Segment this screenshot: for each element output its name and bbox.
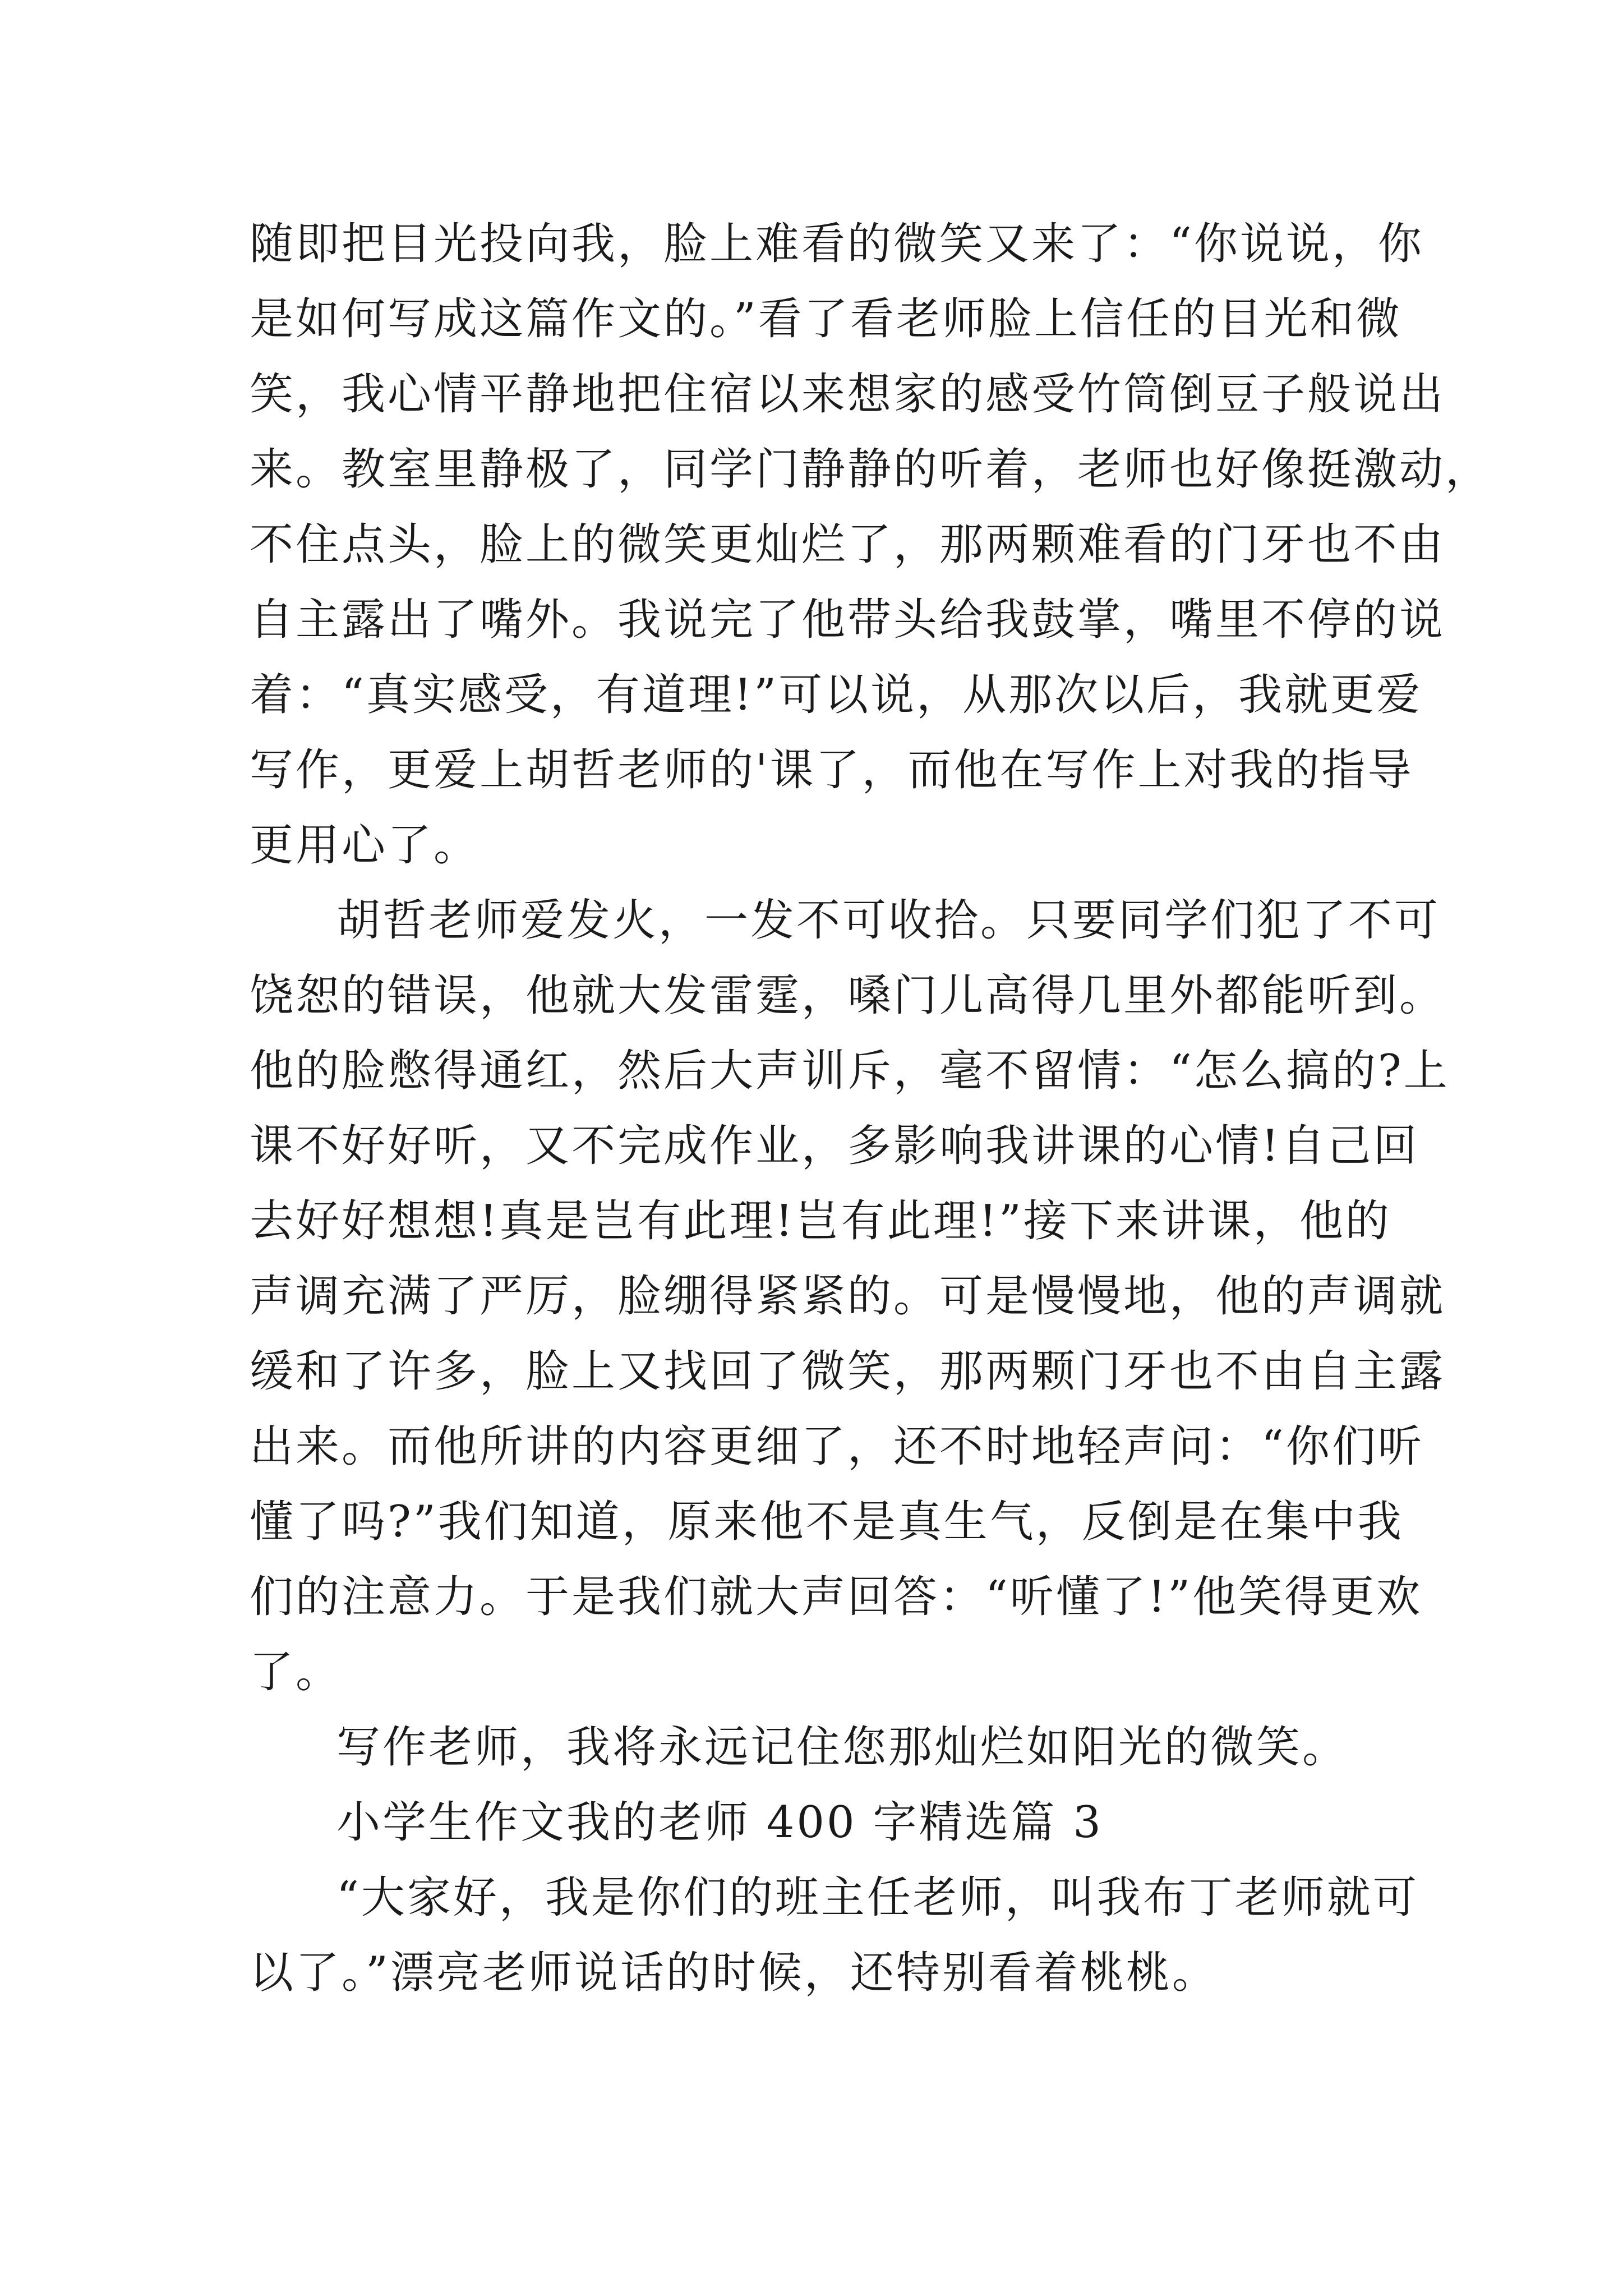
- text-line: 他的脸憋得通红，然后大声训斥，毫不留情：“怎么搞的?上: [250, 1046, 1450, 1096]
- text-line: 饶恕的错误，他就大发雷霆，嗓门儿高得几里外都能听到。: [250, 970, 1446, 1021]
- text-line: 懂了吗?”我们知道，原来他不是真生气，反倒是在集中我: [250, 1497, 1404, 1547]
- text-line: 课不好好听，又不完成作业，多影响我讲课的心情!自己回: [250, 1121, 1419, 1171]
- text-line: 出来。而他所讲的内容更细了，还不时地轻声问：“你们听: [250, 1421, 1424, 1472]
- text-line: 去好好想想!真是岂有此理!岂有此理!”接下来讲课，他的: [250, 1196, 1391, 1246]
- text-line: 了。: [250, 1647, 342, 1697]
- paragraph-first-line: “大家好，我是你们的班主任老师，叫我布丁老师就可: [336, 1872, 1419, 1923]
- text-line: 是如何写成这篇作文的。”看了看老师脸上信任的目光和微: [250, 294, 1402, 344]
- text-line: 以了。”漂亮老师说话的时候，还特别看着桃桃。: [250, 1948, 1218, 1998]
- text-line: 们的注意力。于是我们就大声回答：“听懂了!”他笑得更欢: [250, 1572, 1423, 1622]
- text-line: 缓和了许多，脸上又找回了微笑，那两颗门牙也不由自主露: [250, 1346, 1446, 1397]
- text-line: 声调充满了严厉，脸绷得紧紧的。可是慢慢地，他的声调就: [250, 1271, 1446, 1322]
- text-line: 着：“真实感受，有道理!”可以说，从那次以后，我就更爱: [250, 670, 1423, 720]
- text-line: 随即把目光投向我，脸上难看的微笑又来了：“你说说，你: [250, 219, 1424, 269]
- section-heading: 小学生作文我的老师 400 字精选篇 3: [336, 1797, 1103, 1848]
- text-line: 来。教室里静极了，同学门静静的听着，老师也好像挺激动，: [250, 444, 1492, 495]
- text-line: 自主露出了嘴外。我说完了他带头给我鼓掌，嘴里不停的说: [250, 595, 1446, 645]
- text-line: 更用心了。: [250, 820, 480, 871]
- text-line: 不住点头，脸上的微笑更灿烂了，那两颗难看的门牙也不由: [250, 519, 1446, 570]
- text-line: 笑，我心情平静地把住宿以来想家的感受竹筒倒豆子般说出: [250, 369, 1446, 420]
- paragraph-first-line: 写作老师，我将永远记住您那灿烂如阳光的微笑。: [336, 1722, 1349, 1773]
- paragraph-first-line: 胡哲老师爱发火，一发不可收拾。只要同学们犯了不可: [336, 895, 1441, 946]
- text-line: 写作，更爱上胡哲老师的'课了，而他在写作上对我的指导: [250, 745, 1414, 795]
